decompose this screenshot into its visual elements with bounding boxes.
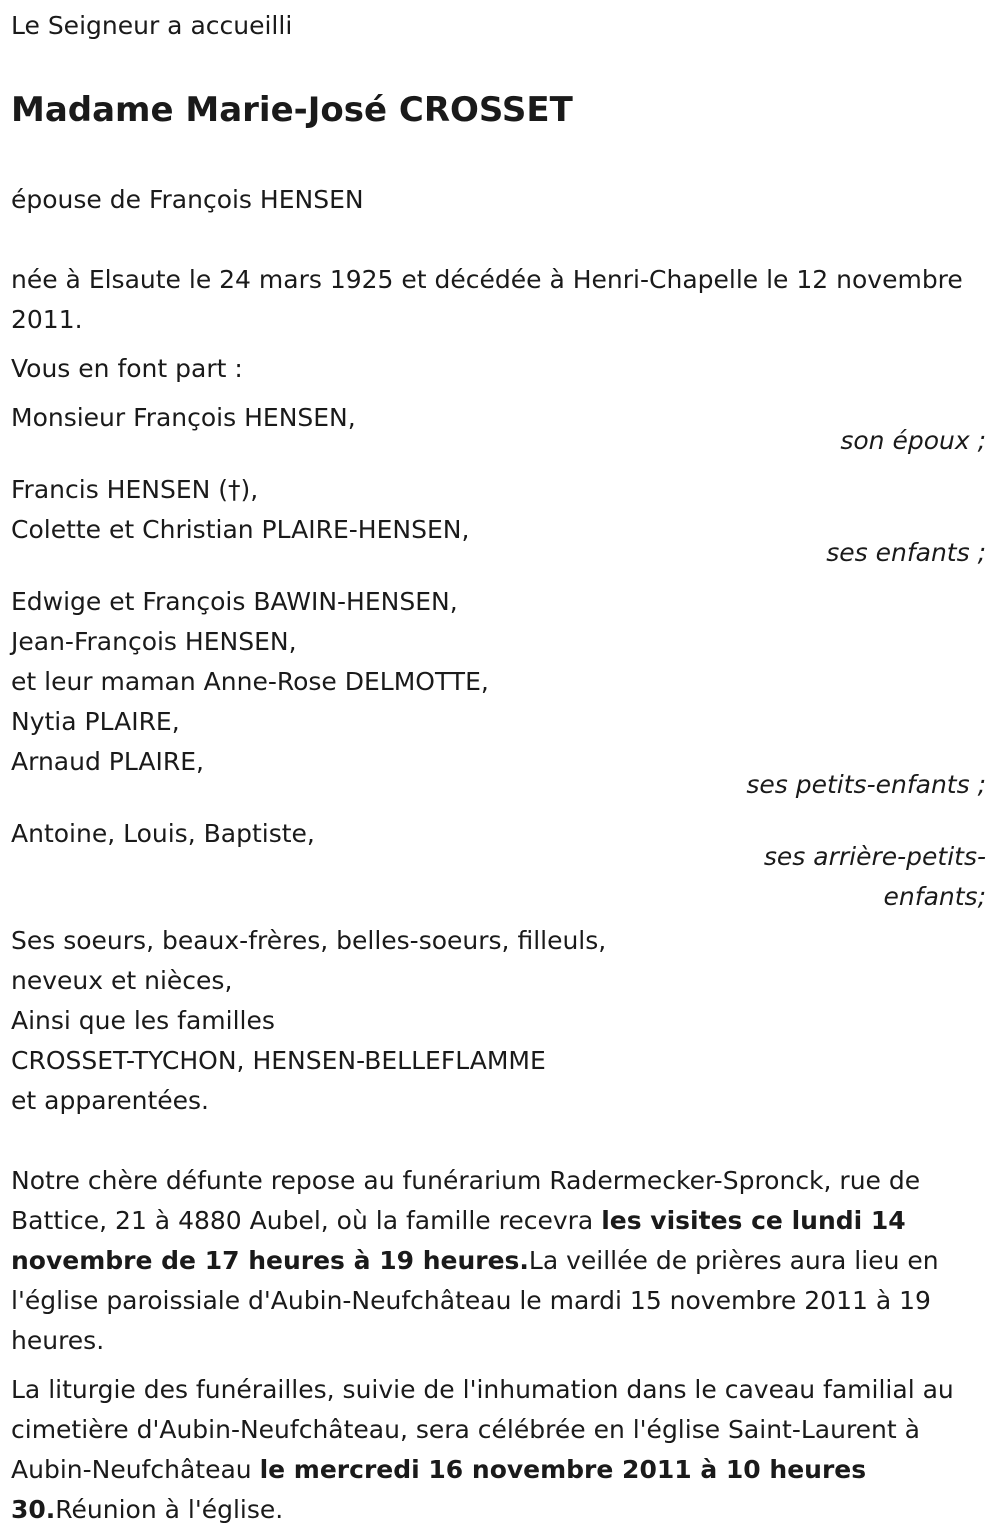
family-group-children <box>11 470 988 573</box>
funeral-paragraph <box>11 1370 988 1530</box>
relatives-line: Ses soeurs, beaux-frères, belles-soeurs, filleuls, <box>11 926 607 955</box>
family-role-continued: enfants; <box>883 882 986 911</box>
family-member: Colette et Christian PLAIRE-HENSEN, <box>11 515 470 544</box>
family-group-spouse <box>11 398 988 461</box>
family-member: Antoine, Louis, Baptiste, <box>11 819 315 848</box>
relatives-line: et apparentées. <box>11 1086 209 1115</box>
family-member: Edwige et François BAWIN-HENSEN, <box>11 587 458 616</box>
obituary-notice <box>0 6 1000 1530</box>
deceased-name: Madame Marie-José CROSSET <box>11 90 573 130</box>
family-role: son époux ; <box>840 426 986 455</box>
relatives-line: CROSSET-TYCHON, HENSEN-BELLEFLAMME <box>11 1046 546 1075</box>
family-member: Nytia PLAIRE, <box>11 707 180 736</box>
family-member: Arnaud PLAIRE, <box>11 747 204 776</box>
family-member: Jean-François HENSEN, <box>11 627 297 656</box>
family-role: ses petits-enfants ; <box>746 770 986 799</box>
vigil-text: La veillée de prières aura lieu en l'église paroissiale d'Aubin-Neufchâteau le mardi 15 novembre 2011 à 19 heures. <box>11 1246 939 1355</box>
visitation-paragraph <box>11 1161 988 1361</box>
relatives-line: Ainsi que les familles <box>11 1006 275 1035</box>
family-role: ses enfants ; <box>826 538 986 567</box>
funeral-meeting: Réunion à l'église. <box>55 1495 284 1524</box>
relatives-line: neveux et nièces, <box>11 966 233 995</box>
family-member: et leur maman Anne-Rose DELMOTTE, <box>11 667 489 696</box>
visitation-text: Notre chère défunte repose au funérarium Radermecker-Spronck, rue de Battice, 21 à 4880 Aubel, où la famille recevra <box>11 1166 921 1235</box>
family-member: Monsieur François HENSEN, <box>11 403 356 432</box>
funeral-text: La liturgie des funérailles, suivie de l'inhumation dans le caveau familial au cimetière d'Aubin-Neufchâteau, sera célébrée en l'église Saint-Laurent à Aubin-Neufchâteau <box>11 1375 954 1484</box>
birth-death-line: née à Elsaute le 24 mars 1925 et décédée à Henri-Chapelle le 12 novembre 2011. <box>11 265 963 334</box>
other-relatives <box>11 921 988 1121</box>
visitation-hours: les visites ce lundi 14 novembre de 17 heures à 19 heures. <box>11 1206 906 1275</box>
spouse-line: épouse de François HENSEN <box>11 185 364 214</box>
family-role: ses arrière-petits- <box>763 842 986 871</box>
family-group-great-grandchildren <box>11 814 988 917</box>
funeral-date: le mercredi 16 novembre 2011 à 10 heures 30. <box>11 1455 867 1524</box>
family-member: Francis HENSEN (†), <box>11 475 259 504</box>
announce-text: Vous en font part : <box>11 354 243 383</box>
family-group-grandchildren <box>11 582 988 805</box>
intro-text: Le Seigneur a accueilli <box>11 11 293 40</box>
